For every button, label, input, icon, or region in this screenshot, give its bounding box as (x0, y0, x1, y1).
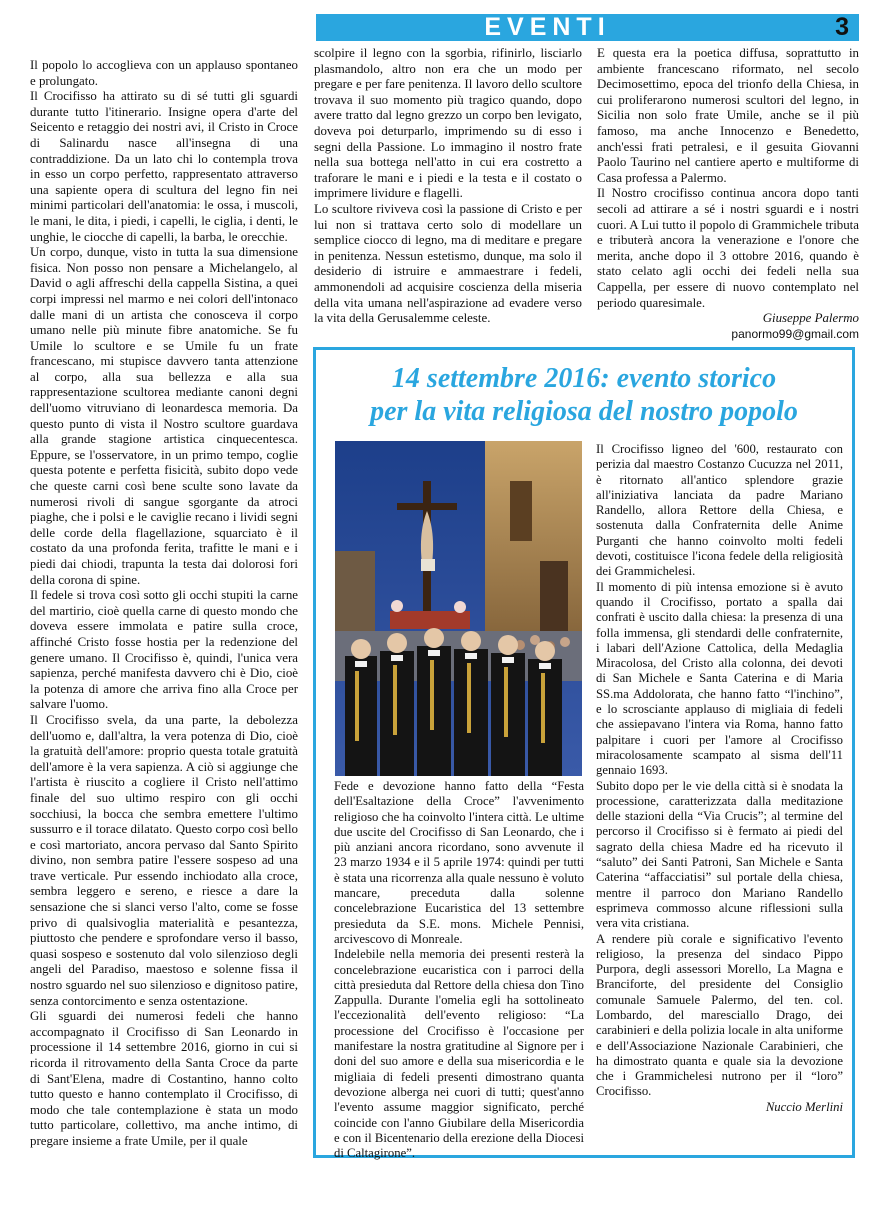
paragraph: Il Crocifisso ligneo del '600, restaurato con perizia dal maestro Costanzo Cucuzza nel 2011, è ritornato all'antico splendore grazie all'iniziativa lanciata da padre Mariano Randello, allora Rettore della Chiesa, e sostenuta dalla Confraternita delle Anime Purganti che hanno coinvolto molti fedeli devoti, costituisce l'icona fedele della religiosità dei Grammichelesi. (596, 442, 843, 579)
article1-column3 (597, 46, 859, 346)
paragraph: Fede e devozione hanno fatto della “Festa dell'Esaltazione della Croce” l'avvenimento religioso che ha coinvolto l'intera città. Le ultime due uscite del Crocifisso di San Leonardo, che i più anziani ancora ricordano, sono avvenute il 23 marzo 1934 e il 5 aprile 1974: quindi per tutti è stata una ricorrenza alla quale nessuno è voluto mancare, preceduta dalla solenne concelebrazione Eucaristica del 13 settembre presieduta da S.E. mons. Michele Pennisi, arcivescovo di Monreale. (334, 779, 584, 946)
page-number: 3 (835, 13, 849, 41)
event-article-left-column (334, 779, 584, 1161)
article1-column2 (314, 46, 582, 340)
paragraph: A rendere più corale e significativo l'evento religioso, la presenza del sindaco Pippo Purpora, degli assessori Morello, La Magna e Branciforte, del presidente del Consiglio comunale Samuele Palermo, del ten. col. Lombardo, del maresciallo Drago, dei carabinieri e della polizia locale in alta uniforme e dell'Associazione Nazionale Carabinieri, che ha dimostrato quanta e quale sia la devozione che i Grammichelesi nutrono per il “loro” Crocifisso. (596, 931, 843, 1099)
article1-column1 (30, 58, 298, 1180)
paragraph: Gli sguardi dei numerosi fedeli che hanno accompagnato il Crocifisso di San Leonardo in processione il 14 settembre 2016, giorno in cui si ricorda il ritrovamento della Santa Croce da parte di Sant'Elena, madre di Costantino, hanno colto tutto questo e hanno contemplato il Crocifisso, di modo che tale contemplazione è stata un modo tutto particolare, collettivo, ma anche intimo, di pregare insieme a frate Umile, per il quale (30, 1009, 298, 1148)
paragraph: Subito dopo per le vie della città si è snodata la processione, caratterizzata dalla meditazione delle stazioni della “Via Crucis”; al termine del percorso il Crocifisso si è fermato ai piedi del sagrato della chiesa Madre ed ha ricevuto il “saluto” dei Santi Patroni, San Michele e Santa Caterina “affacciatisi” sul portale della chiesa, mentre il parroco don Mariano Randello esprimeva commosso alcune riflessioni sulla vera vita cristiana. (596, 778, 843, 931)
paragraph: Il momento di più intensa emozione si è avuto quando il Crocifisso, portato a spalla dai confrati è uscito dalla chiesa: la presenza di una folla immensa, gli stendardi delle confraternite, i labari dell'Azione Cattolica, della Medaglia Miracolosa, del Cristo alla colonna, dei devoti di San Michele e Santa Caterina e di Maria SS.ma Addolorata, che hanno fatto “l'inchino”, e lo scrosciante applauso di migliaia di fedeli che assiepavano l'intera via Roma, hanno fatto palpitare i cuori per l'amore al Crocifisso miracolosamente scampato al sisma dell'11 gennaio 1693. (596, 579, 843, 778)
paragraph: Lo scultore riviveva così la passione di Cristo e per lui non si trattava certo solo di modellare un semplice ciocco di legno, ma di meditare e pregare in penitenza. Nessun estetismo, dunque, ma solo il desiderio di istruire e ammaestrare i fedeli, ammonendoli ad acquisire coscienza della miseria della vita umana nell'aspirazione ad evadere verso la vita della Gerusalemme celeste. (314, 201, 582, 326)
paragraph: Il fedele si trova così sotto gli occhi stupiti la carne del martirio, cioè quella carne di questo mondo che doveva essere immolata e patire sulla croce, affinché Cristo fosse hostia per la redenzione del genere umano. Il Crocifisso è, quindi, l'unica vera sapienza, perché manifesta davvero chi è Dio, cioè la potenza di amore che arriva fino alla Croce per salvare l'uomo. (30, 588, 298, 712)
paragraph: scolpire il legno con la sgorbia, rifinirlo, lisciarlo plasmandolo, altro non era che un modo per pregare e per fare penitenza. Il lavoro dello scultore trovava il suo momento più tragico quando, dopo avere tratto dal legno grezzo un corpo ben levigato, doveva poi deturparlo, imprimendo su di esso i segni della Passione. Lo immagino il nostro frate nella sua bottega nell'atto in cui era costretto a traforare le mani e i piedi e la testa e il costato o imprimere lividure e flagelli. (314, 46, 582, 201)
author-signature: Nuccio Merlini (765, 1099, 843, 1114)
section-header-bar (316, 14, 859, 41)
author-email: panormo99@gmail.com (731, 326, 859, 341)
event-article-right-column (596, 442, 843, 1142)
event-article-title (316, 362, 852, 428)
event-article-box (313, 347, 855, 1161)
paragraph: Il Crocifisso svela, da una parte, la debolezza dell'uomo e, dall'altra, la vera potenza di Dio, cioè la gratuità dell'amore: proprio questa totale gratuità dell'amore è la vera sapienza. A ciò si aggiunge che l'artista è riuscito a cogliere il Cristo nell'attimo finale del suo ultimo respiro con gli occhi socchiusi, la bocca che sembra emettere l'ultimo sussurro e il torace dilatato. Questo corpo così bello e così martoriato, ancora pervaso dal Santo Spirito divino, non sembra patire l'essere sospeso ad una trave verticale. Pur essendo inchiodato alla croce, sembra leggero e sereno, e riesce a dare la sensazione che si slanci verso l'alto, come se fosse privo di qualsivoglia materialità e pesantezza, piuttosto che pendere e sprofondare verso il basso, quasi sospeso e sostenuto dal volo silenzioso degli angeli del Paradiso, maestoso e solenne fissa il nostro sguardo nel suo silenzioso e dignitoso patire, senza contorcimento e senza ostentazione. (30, 712, 298, 1008)
section-title: EVENTI (484, 13, 611, 41)
author-signature: Giuseppe Palermo (762, 311, 859, 326)
paragraph: Il popolo lo accoglieva con un applauso spontaneo e prolungato. (30, 58, 298, 88)
paragraph: Il Nostro crocifisso continua ancora dopo tanti secoli ad attirare a sé i nostri sguardi e i nostri cuori. A Lui tutto il popolo di Grammichele tributa e tributerà ancora la venerazione e l'onore che merita, anche dopo il 3 ottobre 2016, quando è stato celato agli occhi dei fedeli nella sua Cappella, per essere di nuovo contemplato nel periodo quaresimale. (597, 186, 859, 310)
procession-photo (335, 441, 582, 776)
title-line: 14 settembre 2016: evento storico (391, 363, 777, 394)
title-line: per la vita religiosa del nostro popolo (370, 396, 798, 427)
paragraph: Indelebile nella memoria dei presenti resterà la concelebrazione eucaristica con i parroci della città presieduta dal Rettore della chiesa don Tino Zappulla. Durante l'omelia egli ha sottolineato l'eccezionalità dell'evento religioso: “La processione del Crocifisso è l'occasione per manifestare la nostra gratitudine al Signore per i doni del suo amore e della sua misericordia e le migliaia di fedeli presenti dimostrano quanta devozione alberga nei cuori di tutti; quest'anno l'evento assume maggior significato, perché coincide con l'anno Giubilare della Misericordia e con il Bicentenario della erezione della Diocesi di Caltagirone”. (334, 947, 584, 1161)
paragraph: E questa era la poetica diffusa, soprattutto in ambiente francescano riformato, nel secolo Decimosettimo, epoca del trionfo della Chiesa, in cui proliferarono numerosi scultori del legno, in Sicilia non solo frate Umile, anche se il più famoso, ma anche Innocenzo e Benedetto, anch'essi frati petralesi, e il gesuita Giovanni Paolo Taurino nel cantiere aperto e multiforme di Casa professa a Palermo. (597, 46, 859, 185)
paragraph: Il Crocifisso ha attirato su di sé tutti gli sguardi durante tutto l'itinerario. Insigne opera d'arte del Seicento e retaggio dei nostri avi, il Cristo in Croce di Salinardu nasce all'insegna di una contraddizione. Da un lato chi lo contempla trova in esso un corpo perfetto, rappresentato attraverso una sapiente opera di scultura del legno fin nei minimi particolari dell'anatomia: le ossa, i muscoli, le mani, le dita, i piedi, i capelli, le ciglia, i denti, le unghie, le ciocche di capelli, la barba, le orecchie. (30, 89, 298, 244)
paragraph: Un corpo, dunque, visto in tutta la sua dimensione fisica. Non posso non pensare a Michelangelo, al David o agli affreschi della cappella Sistina, a quei corpi impressi nel marmo e nei colori dell'intonaco dalle mani di un artista che conosceva il corpo umano nelle più minute fibre anatomiche. Se fu Umile lo scultore e se Umile fu un frate francescano, mi stupisce davvero tanta attenzione al corpo, alla sua bellezza e alla sua rappresentazione scultorea mediante canoni degni dell'uomo vitruviano di leonardesca memoria. Da questo punto di vista il Nostro scultore guardava alla grande stagione artistica cinquecentesca. Eppure, se l'osservatore, in un primo tempo, coglie questa potente e perfetta fisicità, subito dopo vede che queste carni così bene sculte sono lavate da numerosi rivoli di sangue sgorgante da atroci piaghe, che i polsi e le caviglie recano i lividi segni delle corde della flagellazione, squarciato è il costato da una profonda ferita, trafitte le mani e i piedi dai chiodi, trapunta la testa dai dolorosi fori della corona di spine. (30, 245, 298, 587)
